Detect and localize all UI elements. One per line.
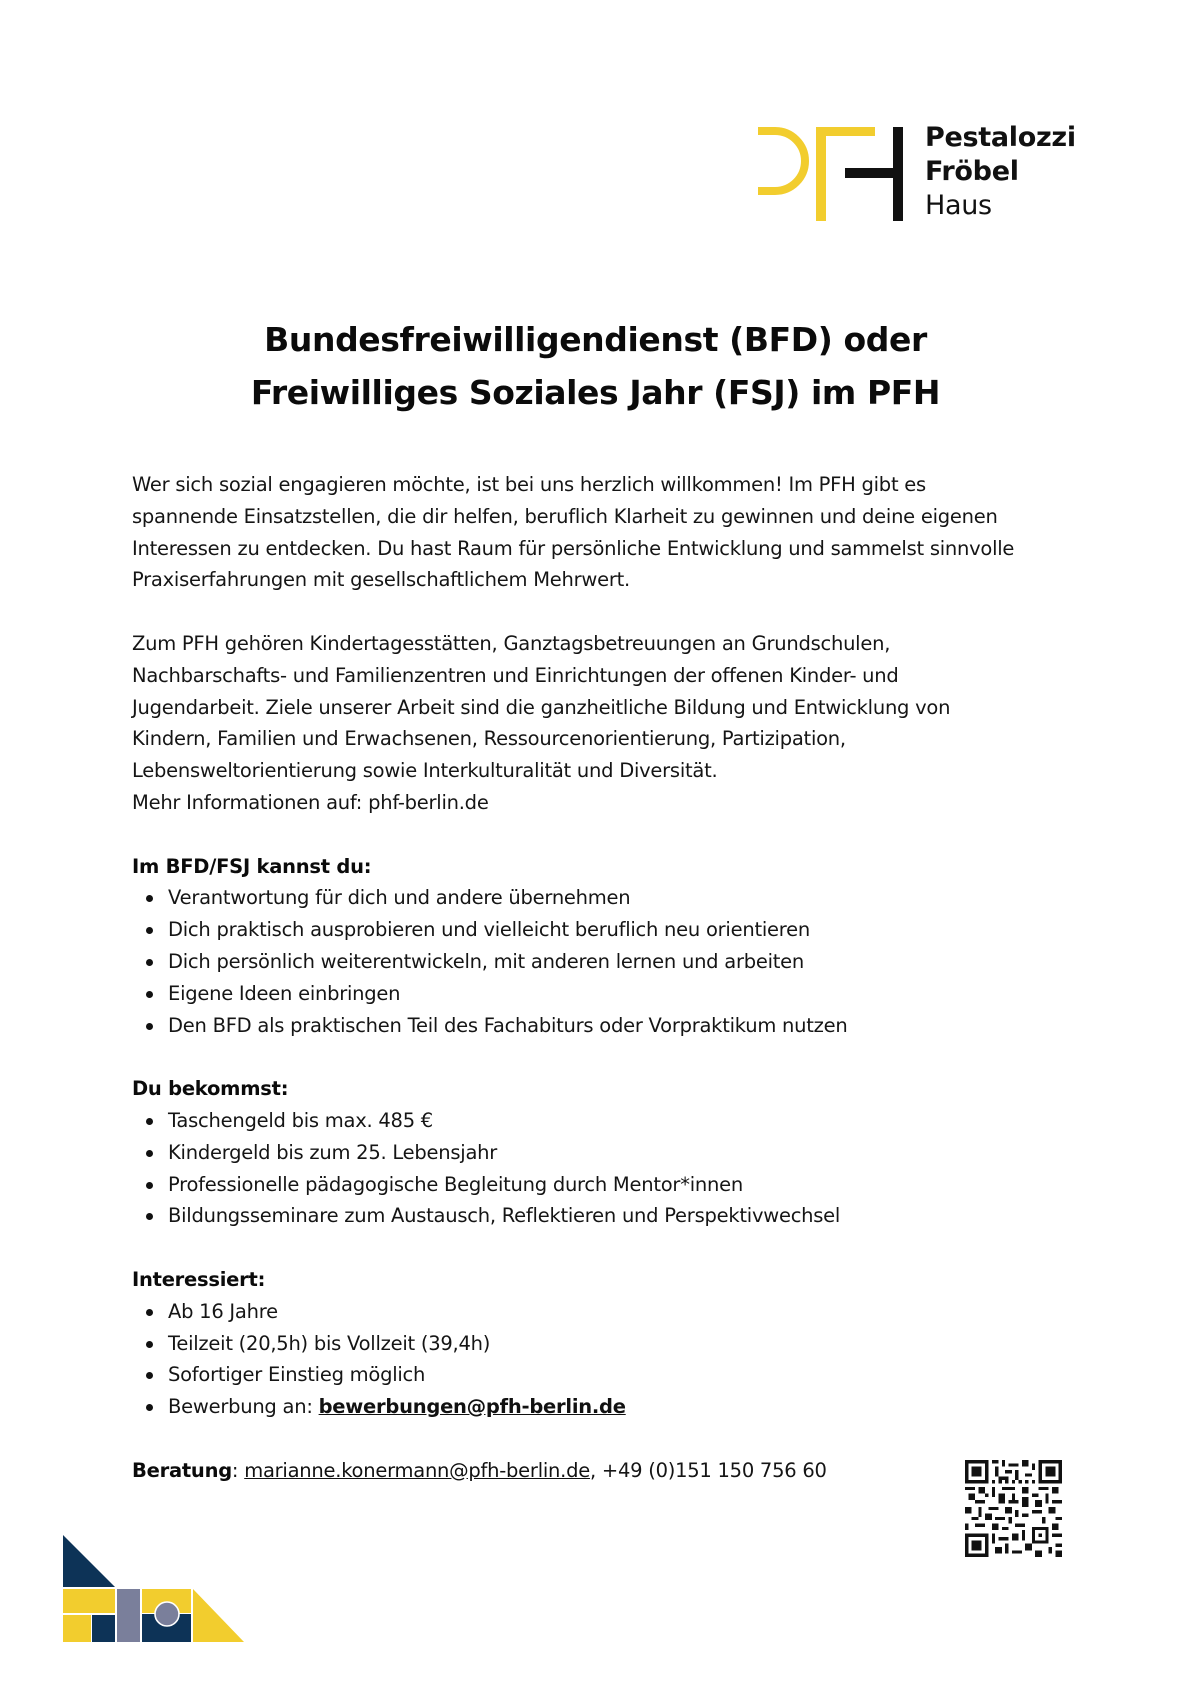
intro-line: spannende Einsatzstellen, die dir helfen, beruflich Klarheit zu gewinnen und deine eigenen (132, 504, 998, 528)
more-info-label: Mehr Informationen auf: (132, 790, 369, 814)
application-email-link[interactable]: bewerbungen@pfh-berlin.de (318, 1395, 626, 1419)
list-item-text: Professionelle pädagogische Begleitung durch Mentor*innen (168, 1172, 743, 1196)
intro-line: Interessen zu entdecken. Du hast Raum für persönliche Entwicklung und sammelst sinnvolle (132, 536, 1015, 560)
spacer (132, 1423, 1072, 1455)
intro-line: Wer sich sozial engagieren möchte, ist bei uns herzlich willkommen! Im PFH gibt es (132, 473, 926, 496)
pfh-logo-wordmark (925, 121, 1076, 223)
pfh-logo (757, 122, 1077, 225)
document-body (132, 469, 1072, 1487)
bullet-icon (146, 1372, 153, 1379)
can-do-list (132, 882, 1072, 1041)
list-item-text: Den BFD als praktischen Teil des Fachabiturs oder Vorpraktikum nutzen (168, 1013, 848, 1037)
list-item (132, 1169, 1072, 1201)
bullet-icon (146, 991, 153, 998)
list-item-application (132, 1391, 1072, 1423)
intro-paragraph (132, 469, 1072, 596)
benefits-list (132, 1105, 1072, 1232)
list-item (132, 1359, 1072, 1391)
intro-line: Praxiserfahrungen mit gesellschaftlichem Mehrwert. (132, 568, 630, 592)
bullet-icon (146, 1309, 153, 1316)
about-paragraph (132, 628, 1072, 819)
bullet-icon (146, 927, 153, 934)
contact-separator: : (231, 1458, 245, 1482)
logo-line-haus: Haus (925, 190, 992, 221)
about-line: Jugendarbeit. Ziele unserer Arbeit sind die ganzheitliche Bildung und Entwicklung von (132, 695, 951, 719)
contact-email-link[interactable]: marianne.konermann@pfh-berlin.de (244, 1458, 590, 1482)
page-title (0, 313, 1191, 419)
spacer (132, 596, 1072, 628)
bullet-icon (146, 959, 153, 966)
about-line: Zum PFH gehören Kindertagesstätten, Ganztagsbetreuungen an Grundschulen, (132, 631, 891, 655)
about-line: Nachbarschafts- und Familienzentren und Einrichtungen der offenen Kinder- und (132, 663, 899, 687)
bullet-icon (146, 1023, 153, 1030)
section-heading-benefits: Du bekommst: (132, 1077, 289, 1101)
title-line-2: Freiwilliges Soziales Jahr (FSJ) im PFH (250, 373, 941, 412)
logo-line-froebel: Fröbel (925, 156, 1019, 187)
interested-list (132, 1296, 1072, 1423)
about-line: Lebensweltorientierung sowie Interkulturalität und Diversität. (132, 759, 718, 783)
spacer (132, 819, 1072, 851)
list-item-text: Bildungsseminare zum Austausch, Reflektieren und Perspektivwechsel (168, 1204, 841, 1228)
list-item-text: Sofortiger Einstieg möglich (168, 1363, 426, 1387)
list-item-text: Dich persönlich weiterentwickeln, mit anderen lernen und arbeiten (168, 949, 805, 973)
list-item-text: Eigene Ideen einbringen (168, 981, 401, 1005)
bullet-icon (146, 1404, 153, 1411)
spacer (132, 1041, 1072, 1073)
list-item (132, 1137, 1072, 1169)
list-item (132, 946, 1072, 978)
bullet-icon (146, 1341, 153, 1348)
title-line-1: Bundesfreiwilligendienst (BFD) oder (264, 320, 927, 359)
bullet-icon (146, 1150, 153, 1157)
about-line: Kindern, Familien und Erwachsenen, Ressourcenorientierung, Partizipation, (132, 727, 846, 751)
list-item (132, 1328, 1072, 1360)
section-heading-can-do: Im BFD/FSJ kannst du: (132, 854, 372, 878)
list-item-text: Teilzeit (20,5h) bis Vollzeit (39,4h) (168, 1331, 491, 1355)
spacer (132, 1232, 1072, 1264)
list-item (132, 1105, 1072, 1137)
section-heading-interested: Interessiert: (132, 1267, 266, 1291)
bullet-icon (146, 1118, 153, 1125)
bullet-icon (146, 1213, 153, 1220)
list-item-text: Verantwortung für dich und andere übernehmen (168, 886, 631, 910)
list-item (132, 1200, 1072, 1232)
list-item (132, 1296, 1072, 1328)
list-item (132, 978, 1072, 1010)
contact-label: Beratung (132, 1458, 232, 1482)
more-info-link[interactable]: phf-berlin.de (368, 790, 489, 814)
list-item-text: Kindergeld bis zum 25. Lebensjahr (168, 1140, 498, 1164)
bullet-icon (146, 895, 153, 902)
list-item (132, 1010, 1072, 1042)
contact-phone: , +49 (0)151 150 756 60 (589, 1458, 827, 1482)
list-item (132, 882, 1072, 914)
pfh-logo-mark-icon (757, 125, 907, 225)
list-item-text: Taschengeld bis max. 485 € (168, 1108, 433, 1132)
bullet-icon (146, 1182, 153, 1189)
list-item-text: Dich praktisch ausprobieren und vielleicht beruflich neu orientieren (168, 918, 810, 942)
qr-code-icon[interactable] (965, 1460, 1062, 1557)
contact-line (132, 1455, 1072, 1487)
list-item (132, 914, 1072, 946)
logo-line-pestalozzi: Pestalozzi (925, 122, 1076, 153)
list-item-text: Ab 16 Jahre (168, 1299, 278, 1323)
application-label: Bewerbung an: (168, 1395, 319, 1419)
